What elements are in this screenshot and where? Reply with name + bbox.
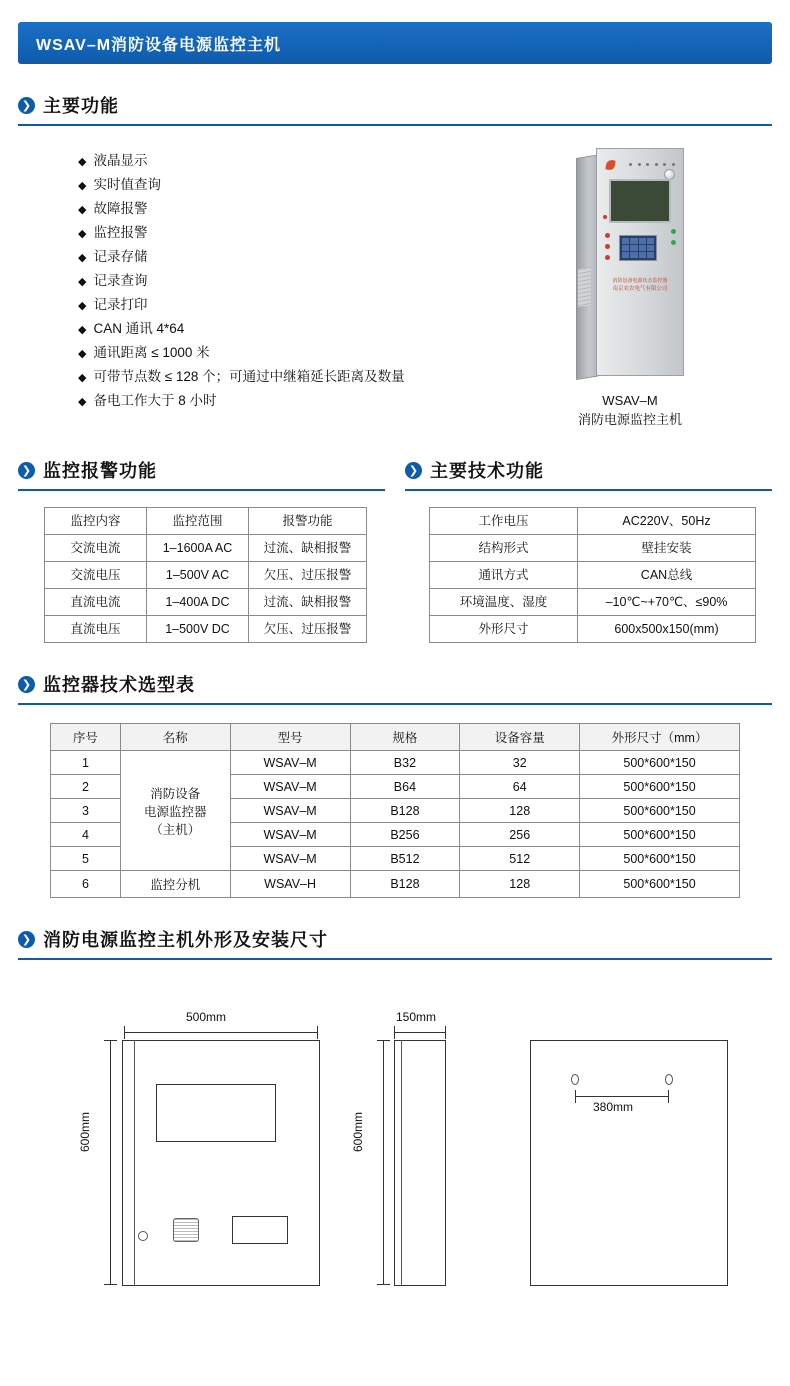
table-cell-model: WSAV–H xyxy=(230,871,350,898)
table-cell-model: WSAV–M xyxy=(230,823,350,847)
list-item xyxy=(78,366,488,389)
table-cell: 欠压、过压报警 xyxy=(249,616,367,643)
main-functions-body xyxy=(18,144,772,429)
dim-line-vertical xyxy=(110,1040,111,1285)
table-cell-capacity: 128 xyxy=(460,799,580,823)
table-cell-spec: B256 xyxy=(350,823,460,847)
product-photo xyxy=(576,148,684,383)
tech-spec-table xyxy=(429,507,756,643)
chevron-right-icon: ❯ xyxy=(18,676,35,693)
diamond-bullet-icon: ◆ xyxy=(78,276,87,288)
section-selection-table xyxy=(18,671,772,898)
section-header xyxy=(18,92,772,126)
feature-label: 液晶显示 xyxy=(93,153,148,168)
dim-tick xyxy=(317,1026,318,1039)
section-alarm-functions xyxy=(18,429,385,643)
name-line-2: 电源监控器 xyxy=(144,804,207,819)
product-caption xyxy=(578,391,682,429)
dim-tick xyxy=(104,1284,117,1285)
table-row xyxy=(430,508,756,535)
table-cell: 过流、缺相报警 xyxy=(249,589,367,616)
list-item xyxy=(78,198,488,221)
table-cell-capacity: 512 xyxy=(460,847,580,871)
feature-label: 通讯距离 ≤ 1000 米 xyxy=(93,345,210,360)
chevron-right-icon: ❯ xyxy=(18,462,35,479)
table-row xyxy=(430,589,756,616)
table-cell-model: WSAV–M xyxy=(230,775,350,799)
alarm-function-table xyxy=(44,507,367,643)
table-row xyxy=(45,535,367,562)
dim-tick xyxy=(377,1040,390,1041)
list-item xyxy=(78,342,488,365)
dim-line-vertical xyxy=(383,1040,384,1285)
diamond-bullet-icon: ◆ xyxy=(78,396,87,408)
feature-list xyxy=(18,144,488,429)
table-header-cell: 监控内容 xyxy=(45,508,147,535)
side-height-label: 600mm xyxy=(351,1112,365,1153)
dim-line-horizontal xyxy=(124,1032,318,1033)
table-cell-capacity: 32 xyxy=(460,751,580,775)
side-width-label: 150mm xyxy=(396,1010,437,1024)
dim-tick xyxy=(575,1090,576,1103)
section-header xyxy=(18,926,772,960)
table-cell-value: 壁挂安装 xyxy=(578,535,756,562)
table-header-cell: 监控范围 xyxy=(147,508,249,535)
product-caption-name: 消防电源监控主机 xyxy=(577,412,682,427)
table-row xyxy=(430,562,756,589)
table-cell-value: CAN总线 xyxy=(578,562,756,589)
dim-tick xyxy=(377,1284,390,1285)
section-header xyxy=(18,457,385,491)
list-item xyxy=(78,174,488,197)
front-height-label: 600mm xyxy=(78,1112,92,1153)
table-cell: 欠压、过压报警 xyxy=(249,562,367,589)
feature-label: 实时值查询 xyxy=(93,177,161,192)
list-item xyxy=(78,150,488,173)
table-cell-size: 500*600*150 xyxy=(580,775,740,799)
feature-label: 可带节点数 ≤ 128 个；可通过中继箱延长距离及数量 xyxy=(93,369,405,384)
feature-label: 备电工作大于 8 小时 xyxy=(93,393,217,408)
table-cell-label: 通讯方式 xyxy=(430,562,578,589)
diamond-bullet-icon: ◆ xyxy=(78,300,87,312)
table-cell-capacity: 64 xyxy=(460,775,580,799)
name-line-1: 消防设备 xyxy=(150,786,201,801)
two-column-sections xyxy=(18,429,772,643)
dim-line-horizontal xyxy=(575,1096,669,1097)
device-front-panel xyxy=(596,148,684,376)
name-line-3: （主机） xyxy=(150,822,201,837)
status-leds xyxy=(671,229,676,251)
diamond-bullet-icon: ◆ xyxy=(78,372,87,384)
table-cell: 1–500V DC xyxy=(147,616,249,643)
mount-hole-right-icon xyxy=(665,1074,673,1085)
mount-width-label: 380mm xyxy=(590,1100,636,1114)
table-cell: 过流、缺相报警 xyxy=(249,535,367,562)
list-item xyxy=(78,390,488,413)
front-cabinet-outline xyxy=(122,1040,320,1286)
table-cell-spec: B512 xyxy=(350,847,460,871)
panel-text-line1: 消防设备电源状态监控器 xyxy=(612,278,668,284)
device-lcd-screen xyxy=(609,179,671,223)
table-cell-no: 6 xyxy=(51,871,121,898)
table-cell-no: 4 xyxy=(51,823,121,847)
table-cell-name xyxy=(120,751,230,871)
table-cell-no: 1 xyxy=(51,751,121,775)
chevron-right-icon: ❯ xyxy=(18,97,35,114)
table-header-cell: 型号 xyxy=(230,724,350,751)
feature-label: 记录查询 xyxy=(93,273,148,288)
table-cell-label: 工作电压 xyxy=(430,508,578,535)
list-item xyxy=(78,270,488,293)
table-cell: 直流电流 xyxy=(45,589,147,616)
feature-label: 监控报警 xyxy=(93,225,148,240)
section-title: 消防电源监控主机外形及安装尺寸 xyxy=(43,930,328,950)
table-cell-spec: B128 xyxy=(350,871,460,898)
table-header-cell: 序号 xyxy=(51,724,121,751)
diamond-bullet-icon: ◆ xyxy=(78,204,87,216)
list-item xyxy=(78,294,488,317)
mount-plate-outline xyxy=(530,1040,728,1286)
chevron-right-icon: ❯ xyxy=(18,931,35,948)
table-cell-value: AC220V、50Hz xyxy=(578,508,756,535)
datasheet-page xyxy=(0,22,790,1314)
table-row xyxy=(45,508,367,535)
table-cell-model: WSAV–M xyxy=(230,751,350,775)
side-edge-line xyxy=(401,1040,402,1286)
section-dimensions xyxy=(18,926,772,1294)
section-title: 主要技术功能 xyxy=(430,461,544,481)
page-title: WSAV–M消防设备电源监控主机 xyxy=(36,36,282,54)
page-title-bar xyxy=(18,22,772,64)
table-cell-model: WSAV–M xyxy=(230,799,350,823)
diamond-bullet-icon: ◆ xyxy=(78,252,87,264)
dim-line-horizontal xyxy=(394,1032,446,1033)
diamond-bullet-icon: ◆ xyxy=(78,156,87,168)
table-row xyxy=(45,562,367,589)
list-item xyxy=(78,318,488,341)
front-label-window xyxy=(232,1216,288,1244)
table-cell-size: 500*600*150 xyxy=(580,751,740,775)
dim-tick xyxy=(445,1026,446,1039)
table-cell-spec: B64 xyxy=(350,775,460,799)
list-item xyxy=(78,222,488,245)
dimension-drawings xyxy=(18,984,772,1294)
section-title: 主要功能 xyxy=(43,96,119,116)
table-header-cell: 规格 xyxy=(350,724,460,751)
device-panel-text xyxy=(597,277,683,293)
front-width-label: 500mm xyxy=(186,1010,227,1024)
table-cell: 交流电压 xyxy=(45,562,147,589)
table-cell-model: WSAV–M xyxy=(230,847,350,871)
list-item xyxy=(78,246,488,269)
table-header-cell: 报警功能 xyxy=(249,508,367,535)
table-cell-capacity: 128 xyxy=(460,871,580,898)
table-header-cell: 名称 xyxy=(120,724,230,751)
panel-text-line2: 南京农农电气有限公司 xyxy=(612,286,668,292)
table-cell-capacity: 256 xyxy=(460,823,580,847)
table-cell-spec: B128 xyxy=(350,799,460,823)
alarm-leds xyxy=(605,233,610,266)
product-image-column xyxy=(488,144,772,429)
diamond-bullet-icon: ◆ xyxy=(78,324,87,336)
table-header-row xyxy=(51,724,740,751)
table-cell: 1–1600A AC xyxy=(147,535,249,562)
speaker-grille-icon xyxy=(173,1218,199,1242)
table-row xyxy=(430,535,756,562)
door-edge-line xyxy=(134,1040,135,1286)
section-tech-functions xyxy=(405,429,772,643)
table-cell: 1–400A DC xyxy=(147,589,249,616)
table-cell-no: 5 xyxy=(51,847,121,871)
diamond-bullet-icon: ◆ xyxy=(78,348,87,360)
table-header-cell: 外形尺寸（mm） xyxy=(580,724,740,751)
table-cell-size: 500*600*150 xyxy=(580,871,740,898)
table-cell-no: 3 xyxy=(51,799,121,823)
section-header xyxy=(18,671,772,705)
section-title: 监控报警功能 xyxy=(43,461,157,481)
table-cell-name: 监控分机 xyxy=(120,871,230,898)
table-cell-value: 600x500x150(mm) xyxy=(578,616,756,643)
feature-label: 记录存储 xyxy=(93,249,148,264)
table-cell: 交流电流 xyxy=(45,535,147,562)
dim-tick xyxy=(104,1040,117,1041)
table-cell: 1–500V AC xyxy=(147,562,249,589)
selection-table xyxy=(50,723,740,898)
section-header xyxy=(405,457,772,491)
table-cell-spec: B32 xyxy=(350,751,460,775)
table-row xyxy=(45,616,367,643)
table-cell-label: 结构形式 xyxy=(430,535,578,562)
table-cell-size: 500*600*150 xyxy=(580,823,740,847)
product-caption-model: WSAV–M xyxy=(602,393,658,408)
section-title: 监控器技术选型表 xyxy=(43,675,195,695)
table-cell-size: 500*600*150 xyxy=(580,799,740,823)
table-header-cell: 设备容量 xyxy=(460,724,580,751)
table-row xyxy=(430,616,756,643)
table-cell-label: 环境温度、湿度 xyxy=(430,589,578,616)
table-cell-value: –10℃~+70℃、≤90% xyxy=(578,589,756,616)
chevron-right-icon: ❯ xyxy=(405,462,422,479)
feature-label: CAN 通讯 4*64 xyxy=(93,321,185,336)
table-row xyxy=(45,589,367,616)
feature-label: 故障报警 xyxy=(93,201,148,216)
dim-tick xyxy=(668,1090,669,1103)
status-led-icon xyxy=(603,215,607,219)
mount-hole-left-icon xyxy=(571,1074,579,1085)
table-cell: 直流电压 xyxy=(45,616,147,643)
indicator-dots xyxy=(629,163,675,166)
table-cell-size: 500*600*150 xyxy=(580,847,740,871)
diamond-bullet-icon: ◆ xyxy=(78,228,87,240)
front-lcd-window xyxy=(156,1084,276,1142)
dim-tick xyxy=(124,1026,125,1039)
section-main-functions xyxy=(18,92,772,429)
table-cell-label: 外形尺寸 xyxy=(430,616,578,643)
table-cell-no: 2 xyxy=(51,775,121,799)
device-keypad xyxy=(619,235,657,261)
diamond-bullet-icon: ◆ xyxy=(78,180,87,192)
table-row xyxy=(51,871,740,898)
device-vents xyxy=(578,267,591,307)
lock-icon xyxy=(138,1231,148,1241)
table-row xyxy=(51,751,740,775)
dim-tick xyxy=(394,1026,395,1039)
feature-label: 记录打印 xyxy=(93,297,148,312)
brand-logo-icon xyxy=(606,160,615,171)
